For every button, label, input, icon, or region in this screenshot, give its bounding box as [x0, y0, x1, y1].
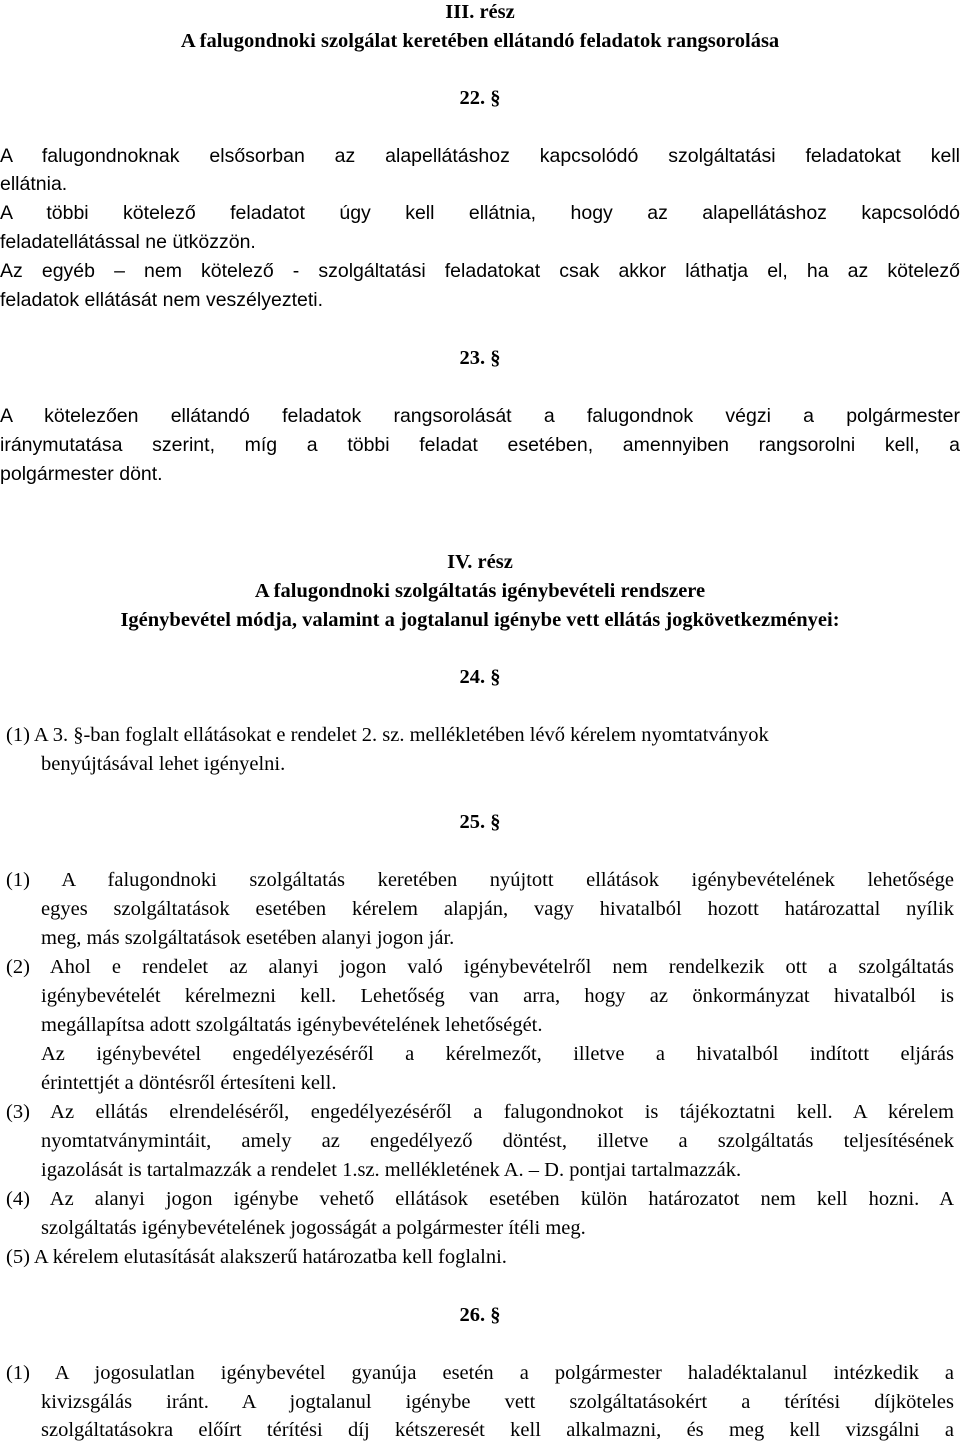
section-25-line: megállapítsa adott szolgáltatás igénybevételének lehetőségét. [41, 1014, 543, 1036]
section-25-line: igénybevételét kérelmezni kell. Lehetőség van arra, hogy az önkormányzat hivatalból is [41, 985, 954, 1007]
part-3-heading: III. rész [445, 1, 515, 23]
section-22-line: feladatok ellátását nem veszélyezteti. [0, 289, 324, 311]
section-25-line: egyes szolgáltatások esetében kérelem alapján, vagy hivatalból hozott határozattal nyílik [41, 898, 954, 920]
section-24-heading: 24. § [459, 666, 501, 688]
section-25-line: Az igénybevétel engedélyezéséről a kérelmezőt, illetve a hivatalból indított eljárás [41, 1043, 954, 1065]
section-26-heading: 26. § [459, 1304, 501, 1326]
section-23-line: iránymutatása szerint, míg a többi feladat esetében, amennyiben rangsorolni kell, a [0, 434, 960, 456]
section-24-line: (1) A 3. §-ban foglalt ellátásokat e rendelet 2. sz. mellékletében lévő kérelem nyomtatványok [6, 724, 769, 746]
section-22-line: ellátnia. [0, 173, 68, 195]
section-24-line: benyújtásával lehet igényelni. [41, 753, 286, 775]
section-25-line: (2) Ahol e rendelet az alanyi jogon való igénybevételről nem rendelkezik ott a szolgáltatás [6, 956, 954, 978]
section-25-line: meg, más szolgáltatások esetében alanyi jogon jár. [41, 927, 455, 949]
section-22-line: Az egyéb – nem kötelező - szolgáltatási feladatokat csak akkor láthatja el, ha az kötelező [0, 260, 960, 282]
section-25-line: (5) A kérelem elutasítását alakszerű határozatba kell foglalni. [6, 1246, 507, 1268]
section-25-line: szolgáltatás igénybevételének jogosságát a polgármester ítéli meg. [41, 1217, 586, 1239]
section-26-line: kivizsgálás iránt. A jogtalanul igénybe vett szolgáltatásokért a térítési díjköteles [41, 1391, 954, 1413]
part-3-title: A falugondnoki szolgálat keretében ellátandó feladatok rangsorolása [180, 30, 780, 52]
section-26-line: szolgáltatásokra előírt térítési díj kétszeresét kell alkalmazni, és meg kell vizsgálni a [41, 1419, 954, 1441]
section-22-heading: 22. § [459, 87, 501, 109]
section-26-line: (1) A jogosulatlan igénybevétel gyanúja esetén a polgármester haladéktalanul intézkedik a [6, 1362, 954, 1384]
section-25-line: igazolását is tartalmazzák a rendelet 1.sz. mellékletének A. – D. pontjai tartalmazzák. [41, 1159, 742, 1181]
section-22-line: A falugondnoknak elsősorban az alapellátáshoz kapcsolódó szolgáltatási feladatokat kell [0, 145, 960, 167]
section-25-line: nyomtatványmintáit, amely az engedélyező döntést, illetve a szolgáltatás teljesítésének [41, 1130, 954, 1152]
section-25-line: (4) Az alanyi jogon igénybe vehető ellátások esetében külön határozatot nem kell hozni. A [6, 1188, 954, 1210]
part-4-title: A falugondnoki szolgáltatás igénybevételi rendszere [254, 580, 706, 602]
section-23-line: A kötelezően ellátandó feladatok rangsorolását a falugondnok végzi a polgármester [0, 405, 960, 427]
part-4-subtitle: Igénybevétel módja, valamint a jogtalanul igénybe vett ellátás jogkövetkezményei: [120, 609, 840, 631]
section-25-heading: 25. § [459, 811, 501, 833]
section-25-line: érintettjét a döntésről értesíteni kell. [41, 1072, 337, 1094]
part-4-heading: IV. rész [447, 551, 513, 573]
section-25-line: (3) Az ellátás elrendeléséről, engedélyezéséről a falugondnokot is tájékoztatni kell. A kérelem [6, 1101, 954, 1123]
section-25-line: (1) A falugondnoki szolgáltatás keretében nyújtott ellátások igénybevételének lehetősége [6, 869, 954, 891]
section-22-line: feladatellátással ne ütközzön. [0, 231, 256, 253]
section-23-heading: 23. § [459, 347, 501, 369]
section-23-line: polgármester dönt. [0, 463, 163, 485]
section-22-line: A többi kötelező feladatot úgy kell ellátnia, hogy az alapellátáshoz kapcsolódó [0, 202, 960, 224]
